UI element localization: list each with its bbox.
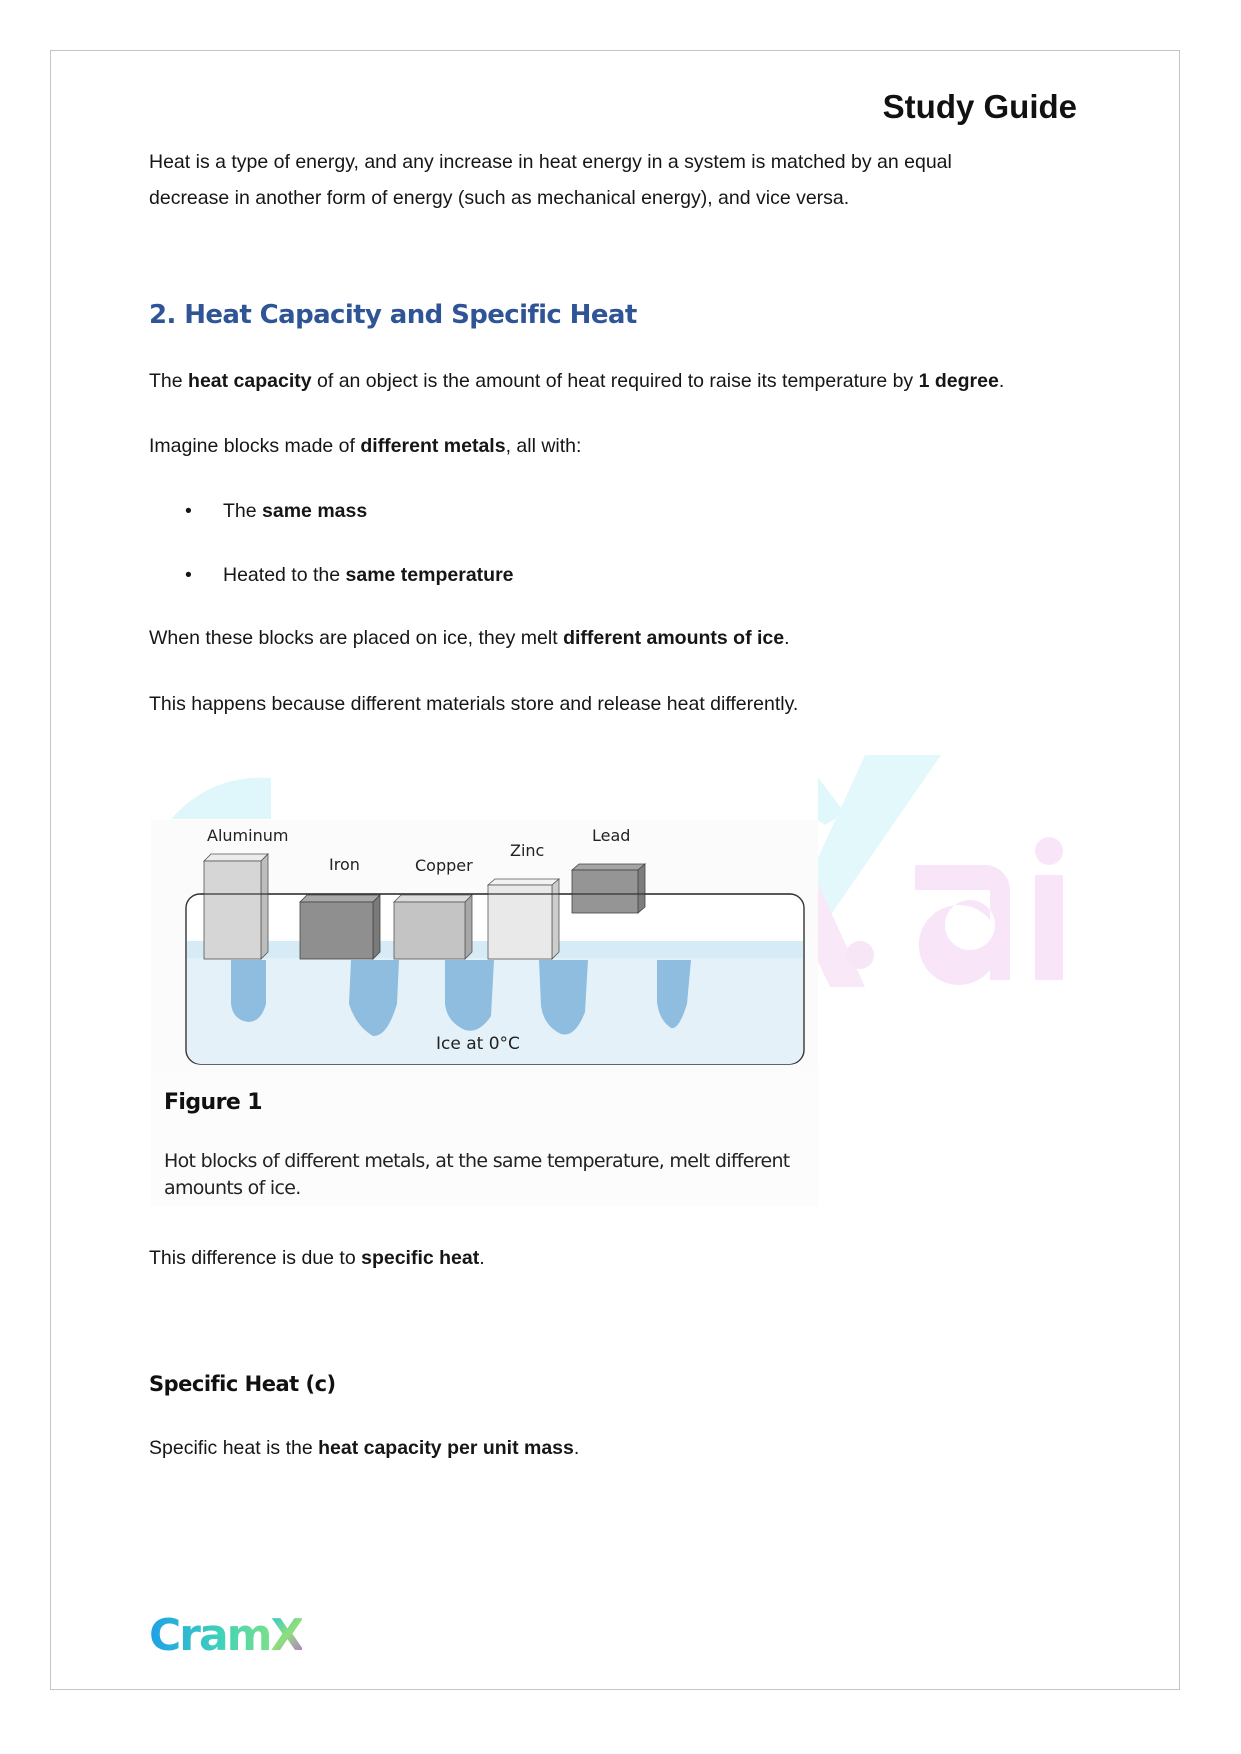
heat-capacity-definition: The heat capacity of an object is the amount of heat required to raise its temperature by 1 degree.	[149, 370, 1005, 392]
figure-caption: Hot blocks of different metals, at the same temperature, melt different amounts of ice.	[164, 1150, 790, 1199]
label-aluminum: Aluminum	[207, 826, 289, 845]
cramx-logo: CramX	[149, 1610, 303, 1661]
imagine-paragraph: Imagine blocks made of different metals, all with:	[149, 435, 582, 457]
label-iron: Iron	[329, 855, 360, 874]
bullet-icon: •	[185, 500, 192, 522]
subheading-specific-heat: Specific Heat (c)	[149, 1372, 336, 1396]
label-copper: Copper	[415, 856, 473, 875]
section-heading: 2. Heat Capacity and Specific Heat	[149, 300, 637, 330]
document-title: Study Guide	[882, 88, 1077, 125]
difference-paragraph: This difference is due to specific heat.	[149, 1247, 485, 1269]
label-zinc: Zinc	[510, 841, 545, 860]
intro-line-2: decrease in another form of energy (such as mechanical energy), and vice versa.	[149, 187, 850, 209]
melt-paragraph: When these blocks are placed on ice, they melt different amounts of ice.	[149, 627, 790, 649]
specific-heat-definition: Specific heat is the heat capacity per unit mass.	[149, 1437, 580, 1459]
label-ice: Ice at 0°C	[436, 1034, 520, 1054]
because-paragraph: This happens because different materials store and release heat differently.	[149, 693, 799, 715]
intro-line-1: Heat is a type of energy, and any increase in heat energy in a system is matched by an equal	[149, 151, 952, 173]
bullet-item: • Heated to the same temperature	[185, 564, 514, 586]
label-lead: Lead	[592, 826, 631, 845]
bullet-icon: •	[185, 564, 192, 586]
bullet-item: • The same mass	[185, 500, 368, 522]
figure-label: Figure 1	[164, 1090, 262, 1115]
